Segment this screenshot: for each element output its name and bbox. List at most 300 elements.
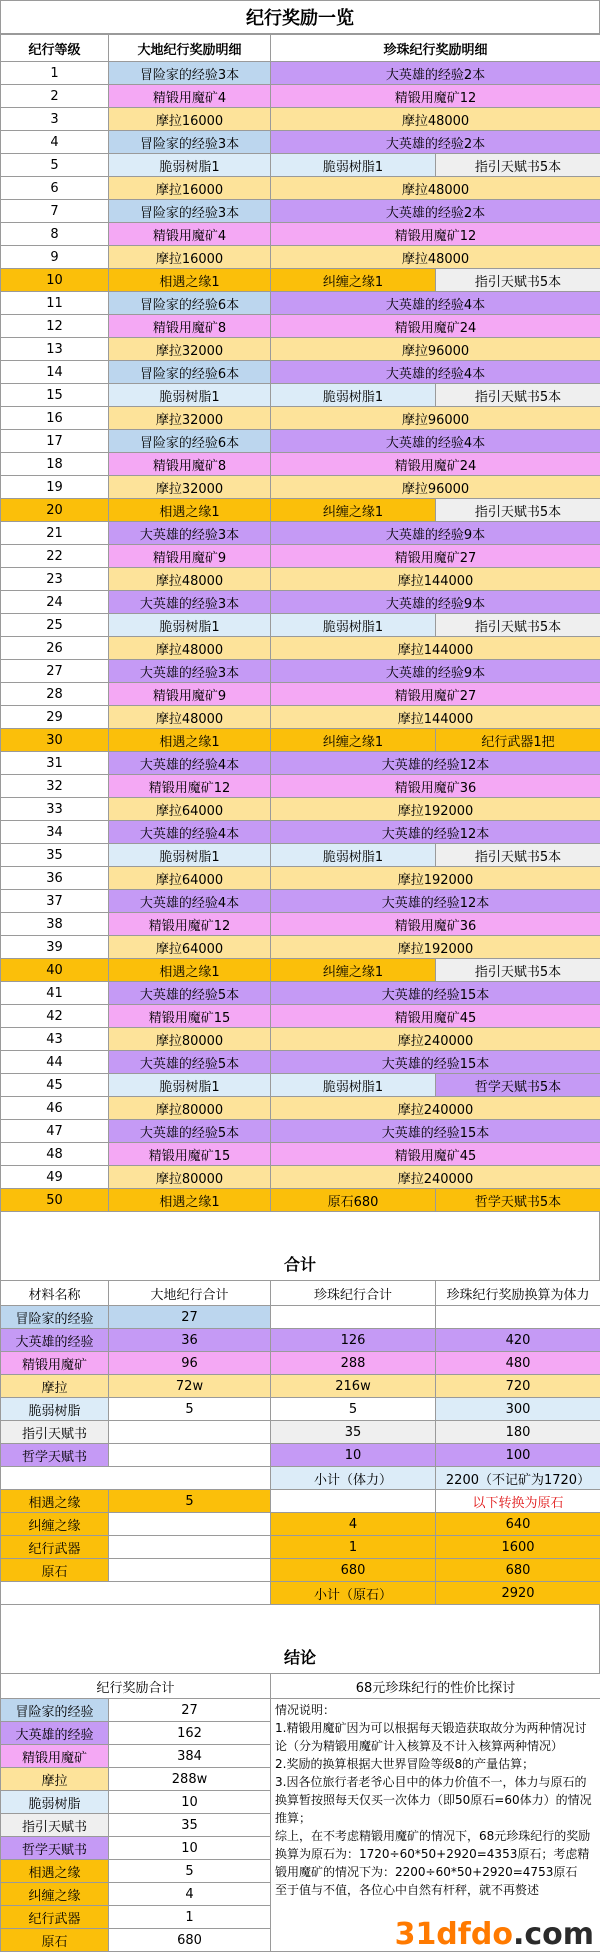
level-cell: 23 xyxy=(1,568,109,591)
reward-cell: 精锻用魔矿27 xyxy=(271,683,600,706)
reward-cell: 冒险家的经验3本 xyxy=(109,200,271,223)
conclusion-note xyxy=(271,1699,600,1952)
summary-row xyxy=(1,1444,600,1467)
conclusion-value-cell: 1 xyxy=(109,1906,271,1929)
reward-row xyxy=(1,1143,600,1166)
level-cell: 44 xyxy=(1,1051,109,1074)
level-cell: 35 xyxy=(1,844,109,867)
reward-cell: 脆弱树脂1 xyxy=(109,1074,271,1097)
reward-row xyxy=(1,315,600,338)
summary-row xyxy=(1,1513,600,1536)
reward-row xyxy=(1,476,600,499)
reward-row xyxy=(1,200,600,223)
level-cell: 31 xyxy=(1,752,109,775)
reward-row xyxy=(1,499,600,522)
conclusion-material-cell: 原石 xyxy=(1,1929,109,1952)
level-cell: 9 xyxy=(1,246,109,269)
reward-row xyxy=(1,522,600,545)
reward-cell: 摩拉48000 xyxy=(109,568,271,591)
reward-cell: 相遇之缘1 xyxy=(109,269,271,292)
reward-cell: 精锻用魔矿12 xyxy=(271,85,600,108)
reward-cell: 精锻用魔矿24 xyxy=(271,453,600,476)
reward-cell: 大英雄的经验12本 xyxy=(271,890,600,913)
reward-cell: 精锻用魔矿9 xyxy=(109,683,271,706)
reward-cell: 大英雄的经验9本 xyxy=(271,522,600,545)
reward-cell: 大英雄的经验2本 xyxy=(271,131,600,154)
reward-cell: 摩拉96000 xyxy=(271,407,600,430)
conclusion-body xyxy=(1,1699,600,1952)
conclusion-value-cell: 35 xyxy=(109,1814,271,1837)
summary-pearl-cell: 35 xyxy=(271,1421,436,1444)
reward-row xyxy=(1,936,600,959)
reward-cell: 大英雄的经验12本 xyxy=(271,752,600,775)
reward-row xyxy=(1,1028,600,1051)
reward-cell: 大英雄的经验5本 xyxy=(109,1120,271,1143)
reward-cell: 脆弱树脂1 xyxy=(109,384,271,407)
summary-pearl-cell: 216w xyxy=(271,1375,436,1398)
level-cell: 5 xyxy=(1,154,109,177)
reward-cell: 纠缠之缘1 xyxy=(271,959,436,982)
reward-row xyxy=(1,85,600,108)
reward-row xyxy=(1,292,600,315)
conclusion-material-cell: 摩拉 xyxy=(1,1768,109,1791)
reward-cell: 冒险家的经验3本 xyxy=(109,131,271,154)
conclusion-material-cell: 大英雄的经验 xyxy=(1,1722,109,1745)
reward-row xyxy=(1,683,600,706)
reward-table xyxy=(0,34,600,1212)
level-cell: 19 xyxy=(1,476,109,499)
level-cell: 41 xyxy=(1,982,109,1005)
reward-cell: 冒险家的经验6本 xyxy=(109,361,271,384)
summary-earth-cell: 5 xyxy=(109,1490,271,1513)
level-cell: 13 xyxy=(1,338,109,361)
level-cell: 42 xyxy=(1,1005,109,1028)
conclusion-material-cell: 指引天赋书 xyxy=(1,1814,109,1837)
reward-table-body xyxy=(1,62,600,1212)
conclusion-header xyxy=(1,1674,600,1699)
summary-earth-cell: 5 xyxy=(109,1398,271,1421)
level-cell: 34 xyxy=(1,821,109,844)
reward-cell: 精锻用魔矿12 xyxy=(109,913,271,936)
blank-cell xyxy=(1,1467,271,1490)
reward-row xyxy=(1,62,600,85)
level-cell: 21 xyxy=(1,522,109,545)
reward-cell: 摩拉48000 xyxy=(271,108,600,131)
reward-cell: 精锻用魔矿4 xyxy=(109,223,271,246)
reward-cell: 相遇之缘1 xyxy=(109,959,271,982)
reward-cell: 大英雄的经验15本 xyxy=(271,982,600,1005)
level-cell: 37 xyxy=(1,890,109,913)
reward-cell: 大英雄的经验4本 xyxy=(109,890,271,913)
conclusion-value-cell: 10 xyxy=(109,1837,271,1860)
summary-header-material: 材料名称 xyxy=(1,1281,109,1306)
reward-row xyxy=(1,1005,600,1028)
reward-cell: 大英雄的经验15本 xyxy=(271,1120,600,1143)
reward-cell: 原石680 xyxy=(271,1189,436,1212)
reward-cell: 精锻用魔矿45 xyxy=(271,1143,600,1166)
conclusion-table xyxy=(0,1673,600,1952)
conclusion-material-cell: 相遇之缘 xyxy=(1,1860,109,1883)
summary-primo-cell: 680 xyxy=(436,1559,600,1582)
reward-cell: 摩拉48000 xyxy=(271,177,600,200)
reward-row xyxy=(1,154,600,177)
page-title: 纪行奖励一览 xyxy=(0,0,600,34)
level-cell: 50 xyxy=(1,1189,109,1212)
summary-pearl-cell: 288 xyxy=(271,1352,436,1375)
subtotal-label: 小计（原石） xyxy=(271,1582,436,1605)
conclusion-material-cell: 脆弱树脂 xyxy=(1,1791,109,1814)
reward-row xyxy=(1,430,600,453)
summary-material-cell: 精锻用魔矿 xyxy=(1,1352,109,1375)
reward-cell: 脆弱树脂1 xyxy=(109,844,271,867)
summary-earth-cell: 36 xyxy=(109,1329,271,1352)
reward-cell: 大英雄的经验3本 xyxy=(109,522,271,545)
reward-row xyxy=(1,361,600,384)
conclusion-value-cell: 162 xyxy=(109,1722,271,1745)
summary-stamina-cell: 720 xyxy=(436,1375,600,1398)
reward-row xyxy=(1,269,600,292)
reward-cell: 摩拉32000 xyxy=(109,476,271,499)
reward-cell: 摩拉144000 xyxy=(271,637,600,660)
level-cell: 38 xyxy=(1,913,109,936)
summary-row xyxy=(1,1306,600,1329)
summary-header-pearl: 珍珠纪行合计 xyxy=(271,1281,436,1306)
level-cell: 10 xyxy=(1,269,109,292)
section-gap xyxy=(0,1605,600,1639)
reward-cell: 纠缠之缘1 xyxy=(271,499,436,522)
level-cell: 6 xyxy=(1,177,109,200)
reward-cell: 摩拉96000 xyxy=(271,476,600,499)
level-cell: 30 xyxy=(1,729,109,752)
reward-cell: 摩拉48000 xyxy=(109,706,271,729)
summary-material-cell: 脆弱树脂 xyxy=(1,1398,109,1421)
summary-primo-cell: 以下转换为原石 xyxy=(436,1490,600,1513)
summary-earth-cell xyxy=(109,1559,271,1582)
reward-cell: 大英雄的经验4本 xyxy=(271,430,600,453)
reward-row xyxy=(1,1074,600,1097)
note-line: 1.精锻用魔矿因为可以根据每天锻造获取故分为两种情况讨论（分为精锻用魔矿计入核算及不计入核算两种情况） xyxy=(275,1719,596,1755)
reward-row xyxy=(1,1166,600,1189)
summary-header-stamina: 珍珠纪行奖励换算为体力 xyxy=(436,1281,600,1306)
reward-cell: 摩拉240000 xyxy=(271,1097,600,1120)
level-cell: 25 xyxy=(1,614,109,637)
reward-row xyxy=(1,890,600,913)
summary-pearl-cell xyxy=(271,1490,436,1513)
summary-row xyxy=(1,1329,600,1352)
reward-cell: 脆弱树脂1 xyxy=(271,614,436,637)
conclusion-value-cell: 680 xyxy=(109,1929,271,1952)
reward-cell: 大英雄的经验3本 xyxy=(109,591,271,614)
reward-row xyxy=(1,407,600,430)
conclusion-title: 结论 xyxy=(0,1639,600,1673)
summary-row xyxy=(1,1375,600,1398)
summary-stamina-cell: 480 xyxy=(436,1352,600,1375)
watermark-logo: 31dfdo.com xyxy=(395,1917,594,1952)
summary-subtotal-stamina xyxy=(1,1467,600,1490)
summary-earth-cell: 96 xyxy=(109,1352,271,1375)
level-cell: 17 xyxy=(1,430,109,453)
reward-row xyxy=(1,844,600,867)
summary-earth-cell xyxy=(109,1536,271,1559)
reward-cell: 相遇之缘1 xyxy=(109,499,271,522)
note-line: 2.奖励的换算根据大世界冒险等级8的产量估算； xyxy=(275,1755,596,1773)
summary-material-cell: 指引天赋书 xyxy=(1,1421,109,1444)
summary-material-cell: 原石 xyxy=(1,1559,109,1582)
level-cell: 24 xyxy=(1,591,109,614)
blank-cell xyxy=(1,1582,271,1605)
summary-material-cell: 大英雄的经验 xyxy=(1,1329,109,1352)
header-level: 纪行等级 xyxy=(1,35,109,62)
subtotal-label: 小计（体力） xyxy=(271,1467,436,1490)
reward-row xyxy=(1,177,600,200)
reward-cell: 摩拉192000 xyxy=(271,936,600,959)
reward-cell: 大英雄的经验15本 xyxy=(271,1051,600,1074)
reward-cell: 指引天赋书5本 xyxy=(436,154,600,177)
summary-material-cell: 相遇之缘 xyxy=(1,1490,109,1513)
level-cell: 45 xyxy=(1,1074,109,1097)
conclusion-material-cell: 哲学天赋书 xyxy=(1,1837,109,1860)
summary-earth-cell: 27 xyxy=(109,1306,271,1329)
summary-material-cell: 冒险家的经验 xyxy=(1,1306,109,1329)
level-cell: 8 xyxy=(1,223,109,246)
reward-row xyxy=(1,959,600,982)
reward-cell: 精锻用魔矿45 xyxy=(271,1005,600,1028)
reward-cell: 摩拉80000 xyxy=(109,1166,271,1189)
conclusion-row xyxy=(1,1699,600,1722)
level-cell: 27 xyxy=(1,660,109,683)
summary-material-cell: 哲学天赋书 xyxy=(1,1444,109,1467)
reward-row xyxy=(1,660,600,683)
level-cell: 3 xyxy=(1,108,109,131)
reward-cell: 哲学天赋书5本 xyxy=(436,1074,600,1097)
reward-cell: 摩拉16000 xyxy=(109,108,271,131)
reward-cell: 脆弱树脂1 xyxy=(271,844,436,867)
level-cell: 49 xyxy=(1,1166,109,1189)
conclusion-material-cell: 纪行武器 xyxy=(1,1906,109,1929)
reward-table-header xyxy=(1,35,600,62)
level-cell: 11 xyxy=(1,292,109,315)
level-cell: 28 xyxy=(1,683,109,706)
reward-cell: 大英雄的经验3本 xyxy=(109,660,271,683)
reward-row xyxy=(1,752,600,775)
reward-cell: 大英雄的经验4本 xyxy=(109,752,271,775)
reward-cell: 大英雄的经验4本 xyxy=(271,361,600,384)
summary-subtotal-primo xyxy=(1,1582,600,1605)
reward-cell: 摩拉64000 xyxy=(109,798,271,821)
summary-earth-cell xyxy=(109,1444,271,1467)
reward-cell: 精锻用魔矿24 xyxy=(271,315,600,338)
level-cell: 48 xyxy=(1,1143,109,1166)
note-line: 情况说明： xyxy=(275,1701,596,1719)
summary-pearl-cell: 1 xyxy=(271,1536,436,1559)
conclusion-left-header: 纪行奖励合计 xyxy=(1,1674,271,1699)
level-cell: 12 xyxy=(1,315,109,338)
summary-body xyxy=(1,1306,600,1605)
reward-cell: 摩拉144000 xyxy=(271,706,600,729)
reward-row xyxy=(1,131,600,154)
summary-earth-cell xyxy=(109,1513,271,1536)
reward-cell: 指引天赋书5本 xyxy=(436,499,600,522)
summary-earth-cell: 72w xyxy=(109,1375,271,1398)
reward-cell: 精锻用魔矿15 xyxy=(109,1005,271,1028)
summary-stamina-cell xyxy=(436,1306,600,1329)
level-cell: 16 xyxy=(1,407,109,430)
summary-stamina-cell: 420 xyxy=(436,1329,600,1352)
reward-cell: 哲学天赋书5本 xyxy=(436,1189,600,1212)
level-cell: 47 xyxy=(1,1120,109,1143)
summary-material-cell: 摩拉 xyxy=(1,1375,109,1398)
reward-row xyxy=(1,338,600,361)
reward-row xyxy=(1,1189,600,1212)
summary-primo-cell: 640 xyxy=(436,1513,600,1536)
level-cell: 15 xyxy=(1,384,109,407)
level-cell: 32 xyxy=(1,775,109,798)
reward-row xyxy=(1,246,600,269)
reward-cell: 指引天赋书5本 xyxy=(436,614,600,637)
conclusion-right-header: 68元珍珠纪行的性价比探讨 xyxy=(271,1674,600,1699)
reward-cell: 精锻用魔矿12 xyxy=(271,223,600,246)
reward-row xyxy=(1,637,600,660)
conclusion-material-cell: 纠缠之缘 xyxy=(1,1883,109,1906)
summary-title: 合计 xyxy=(0,1246,600,1280)
reward-row xyxy=(1,591,600,614)
reward-cell: 大英雄的经验5本 xyxy=(109,982,271,1005)
note-line: 3.因各位旅行者老爷心目中的体力价值不一，体力与原石的换算暂按照每天仅买一次体力（即50原石=60体力）的情况推算； xyxy=(275,1773,596,1827)
summary-stamina-cell: 100 xyxy=(436,1444,600,1467)
reward-cell: 精锻用魔矿8 xyxy=(109,315,271,338)
section-gap xyxy=(0,1212,600,1246)
conclusion-value-cell: 384 xyxy=(109,1745,271,1768)
reward-cell: 冒险家的经验3本 xyxy=(109,62,271,85)
reward-cell: 纠缠之缘1 xyxy=(271,729,436,752)
level-cell: 1 xyxy=(1,62,109,85)
summary-pearl-cell: 5 xyxy=(271,1398,436,1421)
level-cell: 36 xyxy=(1,867,109,890)
summary-primo-cell: 1600 xyxy=(436,1536,600,1559)
reward-cell: 脆弱树脂1 xyxy=(271,1074,436,1097)
reward-cell: 摩拉144000 xyxy=(271,568,600,591)
level-cell: 20 xyxy=(1,499,109,522)
level-cell: 18 xyxy=(1,453,109,476)
summary-row xyxy=(1,1490,600,1513)
reward-cell: 精锻用魔矿12 xyxy=(109,775,271,798)
summary-table xyxy=(0,1280,600,1605)
level-cell: 29 xyxy=(1,706,109,729)
reward-cell: 摩拉80000 xyxy=(109,1028,271,1051)
reward-cell: 大英雄的经验4本 xyxy=(109,821,271,844)
reward-cell: 大英雄的经验9本 xyxy=(271,660,600,683)
reward-cell: 大英雄的经验9本 xyxy=(271,591,600,614)
reward-row xyxy=(1,821,600,844)
reward-row xyxy=(1,798,600,821)
summary-material-cell: 纪行武器 xyxy=(1,1536,109,1559)
summary-header xyxy=(1,1281,600,1306)
reward-cell: 摩拉240000 xyxy=(271,1166,600,1189)
reward-cell: 大英雄的经验12本 xyxy=(271,821,600,844)
reward-row xyxy=(1,1097,600,1120)
reward-cell: 相遇之缘1 xyxy=(109,1189,271,1212)
reward-cell: 脆弱树脂1 xyxy=(271,384,436,407)
header-earth: 大地纪行奖励明细 xyxy=(109,35,271,62)
conclusion-value-cell: 4 xyxy=(109,1883,271,1906)
reward-row xyxy=(1,1120,600,1143)
conclusion-value-cell: 10 xyxy=(109,1791,271,1814)
reward-cell: 精锻用魔矿4 xyxy=(109,85,271,108)
reward-row xyxy=(1,614,600,637)
reward-cell: 摩拉240000 xyxy=(271,1028,600,1051)
reward-row xyxy=(1,982,600,1005)
summary-header-earth: 大地纪行合计 xyxy=(109,1281,271,1306)
reward-cell: 大英雄的经验5本 xyxy=(109,1051,271,1074)
reward-cell: 纪行武器1把 xyxy=(436,729,600,752)
reward-cell: 摩拉192000 xyxy=(271,798,600,821)
reward-row xyxy=(1,108,600,131)
reward-row xyxy=(1,867,600,890)
level-cell: 26 xyxy=(1,637,109,660)
reward-cell: 指引天赋书5本 xyxy=(436,844,600,867)
reward-cell: 摩拉16000 xyxy=(109,177,271,200)
reward-cell: 脆弱树脂1 xyxy=(271,154,436,177)
summary-material-cell: 纠缠之缘 xyxy=(1,1513,109,1536)
level-cell: 46 xyxy=(1,1097,109,1120)
header-pearl: 珍珠纪行奖励明细 xyxy=(271,35,600,62)
note-line: 至于值与不值，各位心中自然有杆秤，就不再赘述 xyxy=(275,1881,596,1899)
reward-cell: 摩拉16000 xyxy=(109,246,271,269)
reward-cell: 摩拉96000 xyxy=(271,338,600,361)
reward-cell: 摩拉48000 xyxy=(271,246,600,269)
reward-cell: 摩拉32000 xyxy=(109,407,271,430)
reward-cell: 精锻用魔矿36 xyxy=(271,913,600,936)
summary-row xyxy=(1,1398,600,1421)
reward-row xyxy=(1,223,600,246)
reward-cell: 精锻用魔矿9 xyxy=(109,545,271,568)
reward-row xyxy=(1,384,600,407)
reward-cell: 指引天赋书5本 xyxy=(436,384,600,407)
level-cell: 40 xyxy=(1,959,109,982)
reward-row xyxy=(1,568,600,591)
reward-row xyxy=(1,775,600,798)
reward-cell: 指引天赋书5本 xyxy=(436,959,600,982)
reward-cell: 冒险家的经验6本 xyxy=(109,292,271,315)
note-line: 综上，在不考虑精锻用魔矿的情况下，68元珍珠纪行的奖励换算为原石为：1720÷60*50+2920=4353原石；考虑精锻用魔矿的情况下为：2200÷60*50+2920=4753原石 xyxy=(275,1827,596,1881)
reward-row xyxy=(1,545,600,568)
reward-cell: 指引天赋书5本 xyxy=(436,269,600,292)
reward-row xyxy=(1,729,600,752)
subtotal-value: 2920 xyxy=(436,1582,600,1605)
level-cell: 39 xyxy=(1,936,109,959)
reward-cell: 摩拉32000 xyxy=(109,338,271,361)
reward-cell: 冒险家的经验6本 xyxy=(109,430,271,453)
summary-stamina-cell: 180 xyxy=(436,1421,600,1444)
reward-cell: 精锻用魔矿27 xyxy=(271,545,600,568)
reward-cell: 摩拉192000 xyxy=(271,867,600,890)
reward-cell: 大英雄的经验2本 xyxy=(271,62,600,85)
reward-cell: 脆弱树脂1 xyxy=(109,614,271,637)
level-cell: 4 xyxy=(1,131,109,154)
level-cell: 7 xyxy=(1,200,109,223)
summary-row xyxy=(1,1352,600,1375)
summary-row xyxy=(1,1536,600,1559)
summary-pearl-cell: 10 xyxy=(271,1444,436,1467)
level-cell: 22 xyxy=(1,545,109,568)
reward-cell: 摩拉80000 xyxy=(109,1097,271,1120)
summary-pearl-cell: 126 xyxy=(271,1329,436,1352)
level-cell: 2 xyxy=(1,85,109,108)
summary-earth-cell xyxy=(109,1421,271,1444)
level-cell: 33 xyxy=(1,798,109,821)
reward-row xyxy=(1,1051,600,1074)
reward-cell: 摩拉48000 xyxy=(109,637,271,660)
